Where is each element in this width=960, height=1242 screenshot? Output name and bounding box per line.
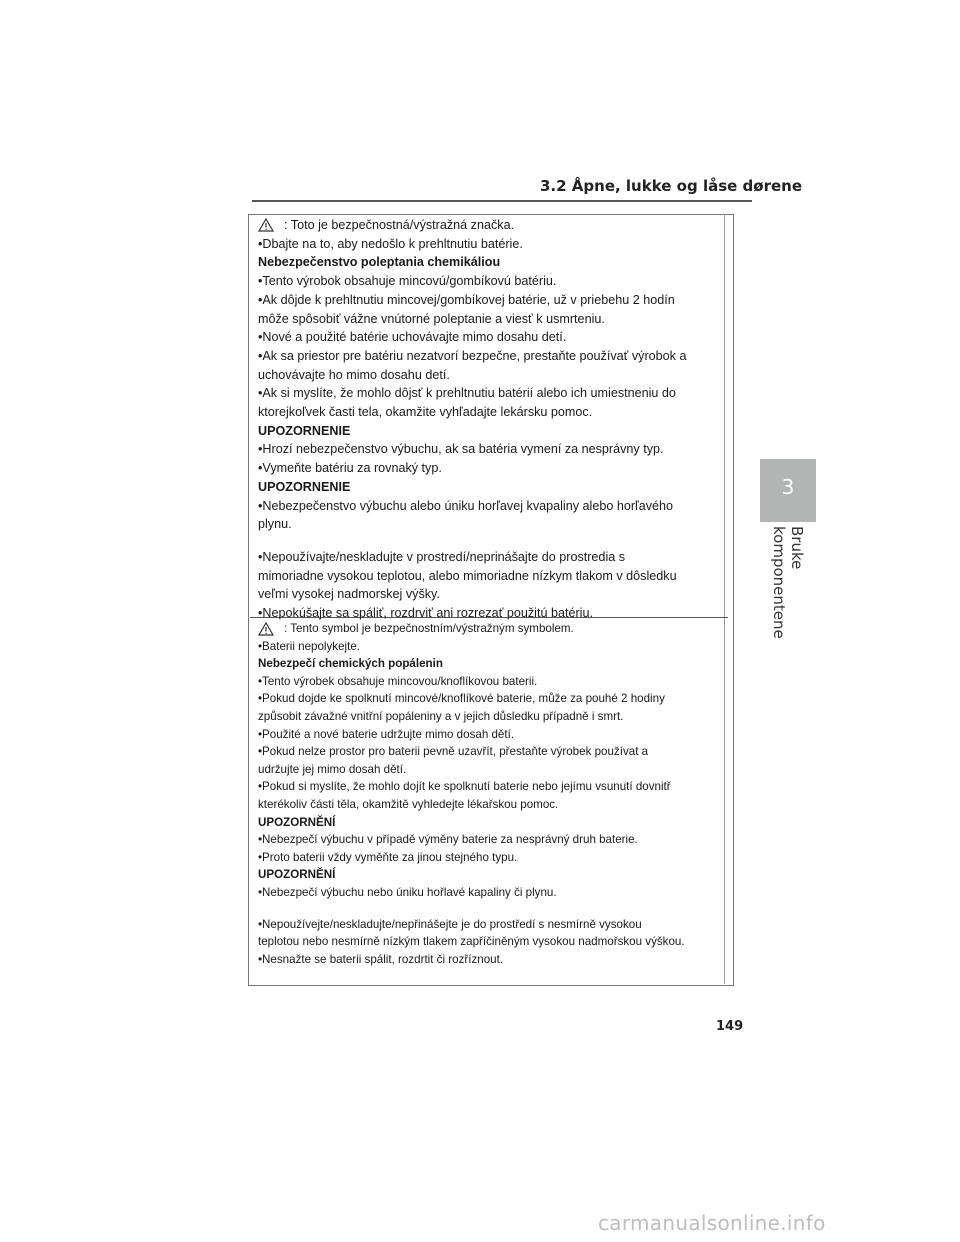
section-heading: Nebezpečí chemických popálenin (258, 657, 443, 671)
warning-symbol-line (258, 620, 720, 638)
text-line: veľmi vysokej nadmorskej výšky. (258, 587, 440, 602)
slovak-warning-section (258, 216, 720, 623)
czech-warning-section (258, 620, 720, 968)
text-line: •Ak dôjde k prehltnutiu mincovej/gombíkovej batérie, už v priebehu 2 hodín (258, 292, 675, 307)
text-line: •Pokud dojde ke spolknutí mincové/knoflíkové baterie, může za pouhé 2 hodiny (258, 692, 665, 706)
text-line: •Nesnažte se baterii spálit, rozdrtit či rozříznout. (258, 952, 504, 966)
warning-triangle-icon (258, 218, 274, 232)
text-line: •Vymeňte batériu za rovnaký typ. (258, 461, 442, 476)
section-heading: UPOZORNENIE (258, 423, 351, 438)
text-line: kterékoliv části těla, okamžitě vyhledejte lékařskou pomoc. (258, 797, 559, 811)
text-line: •Hrozí nebezpečenstvo výbuchu, ak sa batéria vymení za nesprávny typ. (258, 442, 664, 457)
text-line: teplotou nebo nesmírně nízkým tlakem zapříčiněným vysokou nadmořskou výškou. (258, 935, 685, 949)
paragraph-gap (258, 902, 720, 916)
section-heading: UPOZORNENIE (258, 479, 351, 494)
section-heading: Nebezpečenstvo poleptania chemikáliou (258, 255, 501, 270)
text-line: •Nepoužívejte/neskladujte/nepřinášejte je do prostředí s nesmírně vysokou (258, 917, 642, 931)
section-title: 3.2 Åpne, lukke og låse dørene (540, 177, 802, 195)
section-heading: UPOZORNĚNÍ (258, 815, 336, 829)
text-line: •Proto baterii vždy vyměňte za jinou stejného typu. (258, 850, 518, 864)
chapter-number: 3 (781, 475, 795, 499)
watermark: carmanualsonline.info (598, 1211, 826, 1235)
section-heading: UPOZORNĚNÍ (258, 868, 336, 882)
header-rule (252, 200, 752, 202)
paragraph-gap (258, 534, 720, 548)
warning-symbol-line (258, 216, 720, 235)
text-line: •Nepokúšajte sa spáliť, rozdrviť ani rozrezať použitú batériu. (258, 606, 593, 621)
page-number: 149 (716, 1019, 744, 1034)
text-line: •Použité a nové baterie udržujte mimo dosah dětí. (258, 727, 515, 741)
text-line: udržujte jej mimo dosah dětí. (258, 762, 407, 776)
text-line: •Nebezpečenstvo výbuchu alebo úniku horľavej kvapaliny alebo horľavého (258, 498, 674, 513)
warning-symbol-text: : Toto je bezpečnostná/výstražná značka. (284, 218, 515, 232)
text-line: •Nebezpečí výbuchu v případě výměny baterie za nesprávný druh baterie. (258, 833, 638, 847)
text-line: •Ak si myslíte, že mohlo dôjsť k prehltnutiu batérií alebo ich umiestneniu do (258, 386, 676, 401)
warning-symbol-text: : Tento symbol je bezpečnostním/výstražným symbolem. (284, 622, 574, 635)
text-line: •Tento výrobok obsahuje mincovú/gombíkovú batériu. (258, 274, 557, 289)
chapter-label: Bruke komponentene (770, 526, 806, 639)
chapter-tab (760, 459, 816, 522)
text-line: způsobit závažné vnitřní popáleniny a v jejich důsledku případně i smrt. (258, 709, 624, 723)
text-line: •Nové a použité batérie uchovávajte mimo dosahu detí. (258, 330, 567, 345)
text-line: ktorejkoľvek časti tela, okamžite vyhľadajte lekársku pomoc. (258, 405, 593, 420)
text-line: •Nebezpečí výbuchu nebo úniku hořlavé kapaliny či plynu. (258, 885, 557, 899)
text-line: •Tento výrobek obsahuje mincovou/knoflíkovou baterii. (258, 674, 538, 688)
text-line: •Nepoužívajte/neskladujte v prostredí/neprinášajte do prostredia s (258, 549, 626, 564)
text-line: plynu. (258, 517, 292, 532)
text-line: uchovávajte ho mimo dosahu detí. (258, 367, 450, 382)
panel-inner-border (724, 214, 725, 984)
text-line: •Ak sa priestor pre batériu nezatvorí bezpečne, prestaňte používať výrobok a (258, 348, 687, 363)
text-line: •Dbajte na to, aby nedošlo k prehltnutiu batérie. (258, 236, 523, 251)
text-line: •Pokud si myslíte, že mohlo dojít ke spolknutí baterie nebo jejímu vsunutí dovnitř (258, 780, 671, 794)
text-line: mimoriadne vysokou teplotou, alebo mimoriadne nízkym tlakom v dôsledku (258, 568, 677, 583)
text-line: môže spôsobiť vážne vnútorné poleptanie a viesť k usmrteniu. (258, 311, 605, 326)
warning-triangle-icon (258, 622, 274, 636)
text-line: •Baterii nepolykejte. (258, 639, 361, 653)
text-line: •Pokud nelze prostor pro baterii pevně uzavřít, přestaňte výrobek používat a (258, 745, 649, 759)
